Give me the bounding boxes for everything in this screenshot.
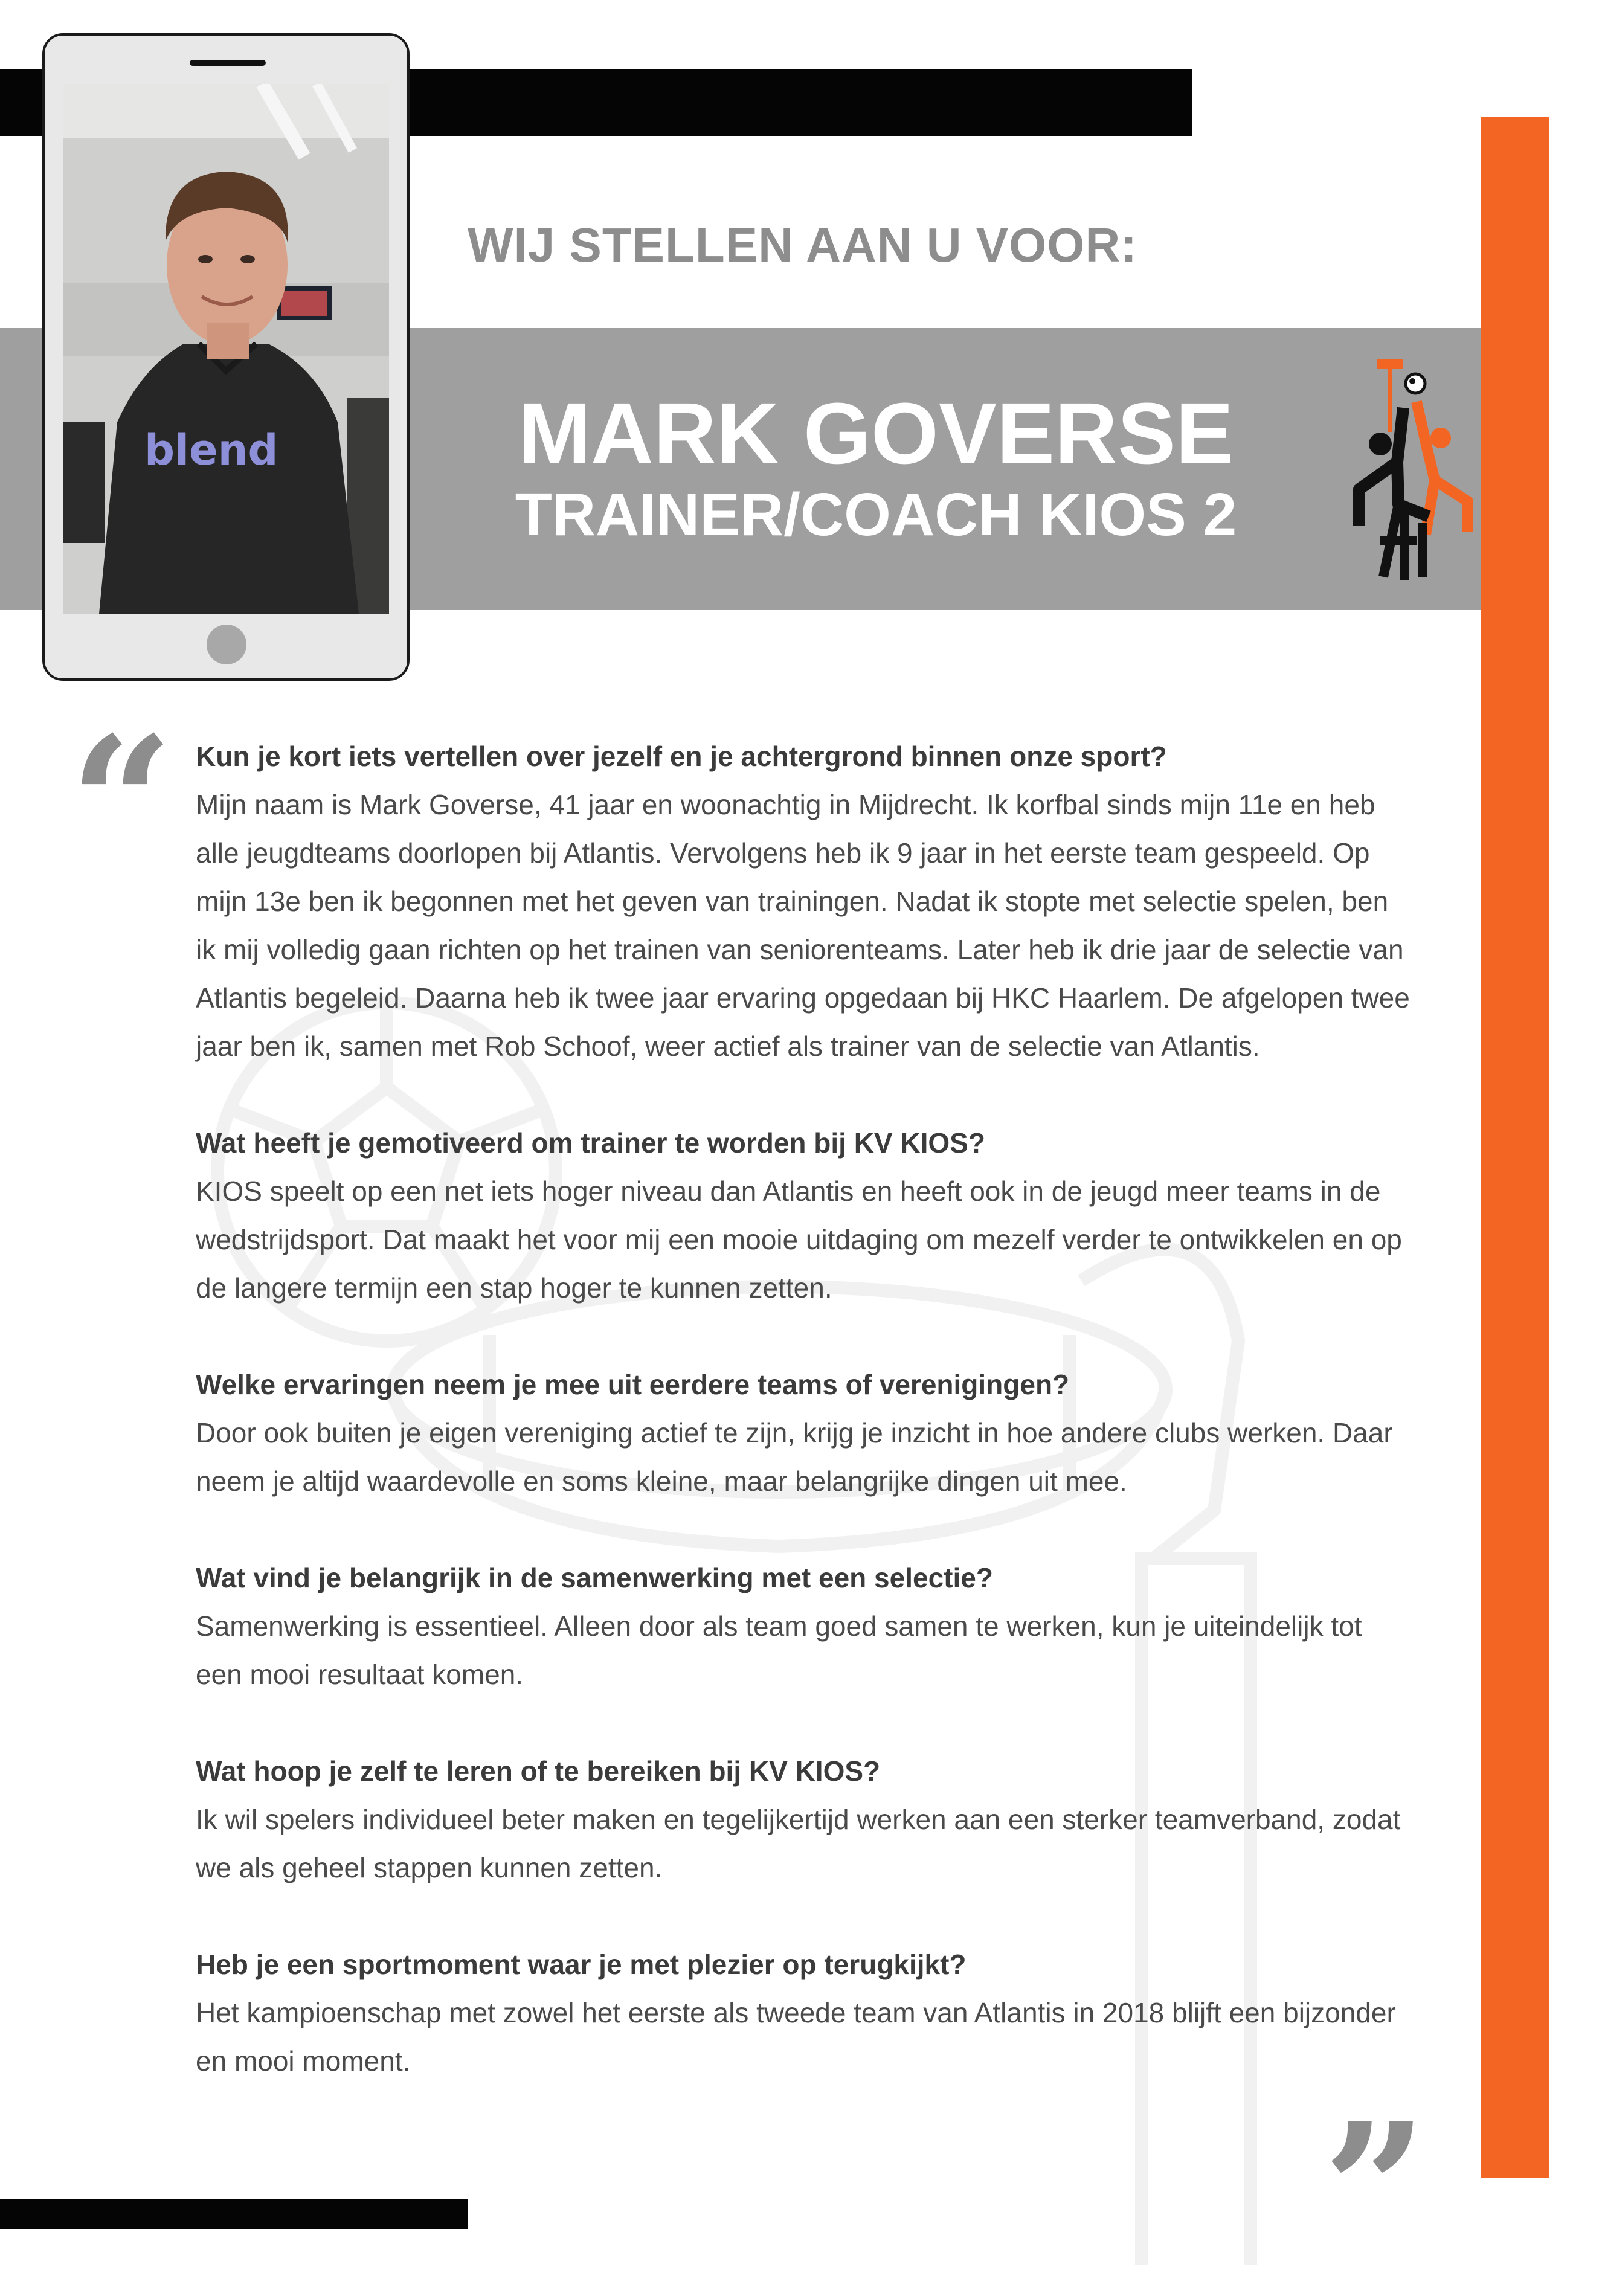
- interview-question: Wat vind je belangrijk in de samenwerking met een selectie?: [196, 1562, 993, 1593]
- qa-item: [196, 1119, 1416, 1312]
- qa-item: [196, 1940, 1416, 2085]
- person-name: MARK GOVERSE: [518, 385, 1234, 482]
- interview-answer: Mijn naam is Mark Goverse, 41 jaar en woonachtig in Mijdrecht. Ik korfbal sinds mijn 11e en heb alle jeugdteams doorlopen bij Atlantis. Vervolgens heb ik 9 jaar in het eerste team gespeeld. Op mijn 13e ben ik begonnen met het geven van trainingen. Nadat ik stopte met selectie spelen, ben ik mij volledig gaan richten op het trainen van seniorenteams. Later heb ik drie jaar de selectie van Atlantis begeleid. Daarna heb ik twee jaar ervaring opgedaan bij HKC Haarlem. De afgelopen twee jaar ben ik, samen met Rob Schoof, weer actief als trainer van de selectie van Atlantis.: [196, 789, 1410, 1062]
- qa-item: [196, 732, 1416, 1070]
- qa-item: [196, 1554, 1416, 1699]
- shirt-print: blend: [144, 425, 278, 475]
- orange-side-strip: [1481, 117, 1549, 2178]
- qa-item: [196, 1360, 1416, 1505]
- interview-answer: Het kampioenschap met zowel het eerste als tweede team van Atlantis in 2018 blijft een bijzonder en mooi moment.: [196, 1997, 1396, 2077]
- interview-answer: Door ook buiten je eigen vereniging actief te zijn, krijg je inzicht in hoe andere clubs werken. Daar neem je altijd waardevolle en soms kleine, maar belangrijke dingen uit mee.: [196, 1417, 1393, 1497]
- person-role: TRAINER/COACH KIOS 2: [515, 481, 1237, 548]
- interview-question: Wat heeft je gemotiveerd om trainer te worden bij KV KIOS?: [196, 1127, 985, 1159]
- club-logo-icon: [1344, 359, 1477, 583]
- interview-question: Heb je een sportmoment waar je met plezier op terugkijkt?: [196, 1949, 967, 1980]
- interview-answer: Samenwerking is essentieel. Alleen door als team goed samen te werken, kun je uiteindelijk tot een mooi resultaat komen.: [196, 1610, 1362, 1690]
- closing-quote-mark: ”: [1323, 2083, 1427, 2296]
- phone-home-button: [207, 625, 246, 664]
- qa-item: [196, 1747, 1416, 1892]
- phone-speaker: [190, 60, 266, 66]
- interview-question: Wat hoop je zelf te leren of te bereiken bij KV KIOS?: [196, 1755, 881, 1787]
- intro-heading: WIJ STELLEN AAN U VOOR:: [468, 218, 1137, 272]
- interview-body: [196, 732, 1416, 2134]
- phone-frame: [42, 33, 410, 681]
- interview-question: Welke ervaringen neem je mee uit eerdere teams of verenigingen?: [196, 1369, 1070, 1400]
- interview-answer: KIOS speelt op een net iets hoger niveau dan Atlantis en heeft ook in de jeugd meer teams in de wedstrijdsport. Dat maakt het voor mij een mooie uitdaging om mezelf verder te ontwikkelen en op de langere termijn een stap hoger te kunnen zetten.: [196, 1175, 1402, 1304]
- interview-question: Kun je kort iets vertellen over jezelf en je achtergrond binnen onze sport?: [196, 741, 1167, 772]
- interview-answer: Ik wil spelers individueel beter maken en tegelijkertijd werken aan een sterker teamverband, zodat we als geheel stappen kunnen zetten.: [196, 1804, 1401, 1883]
- opening-quote-mark: “: [69, 696, 174, 910]
